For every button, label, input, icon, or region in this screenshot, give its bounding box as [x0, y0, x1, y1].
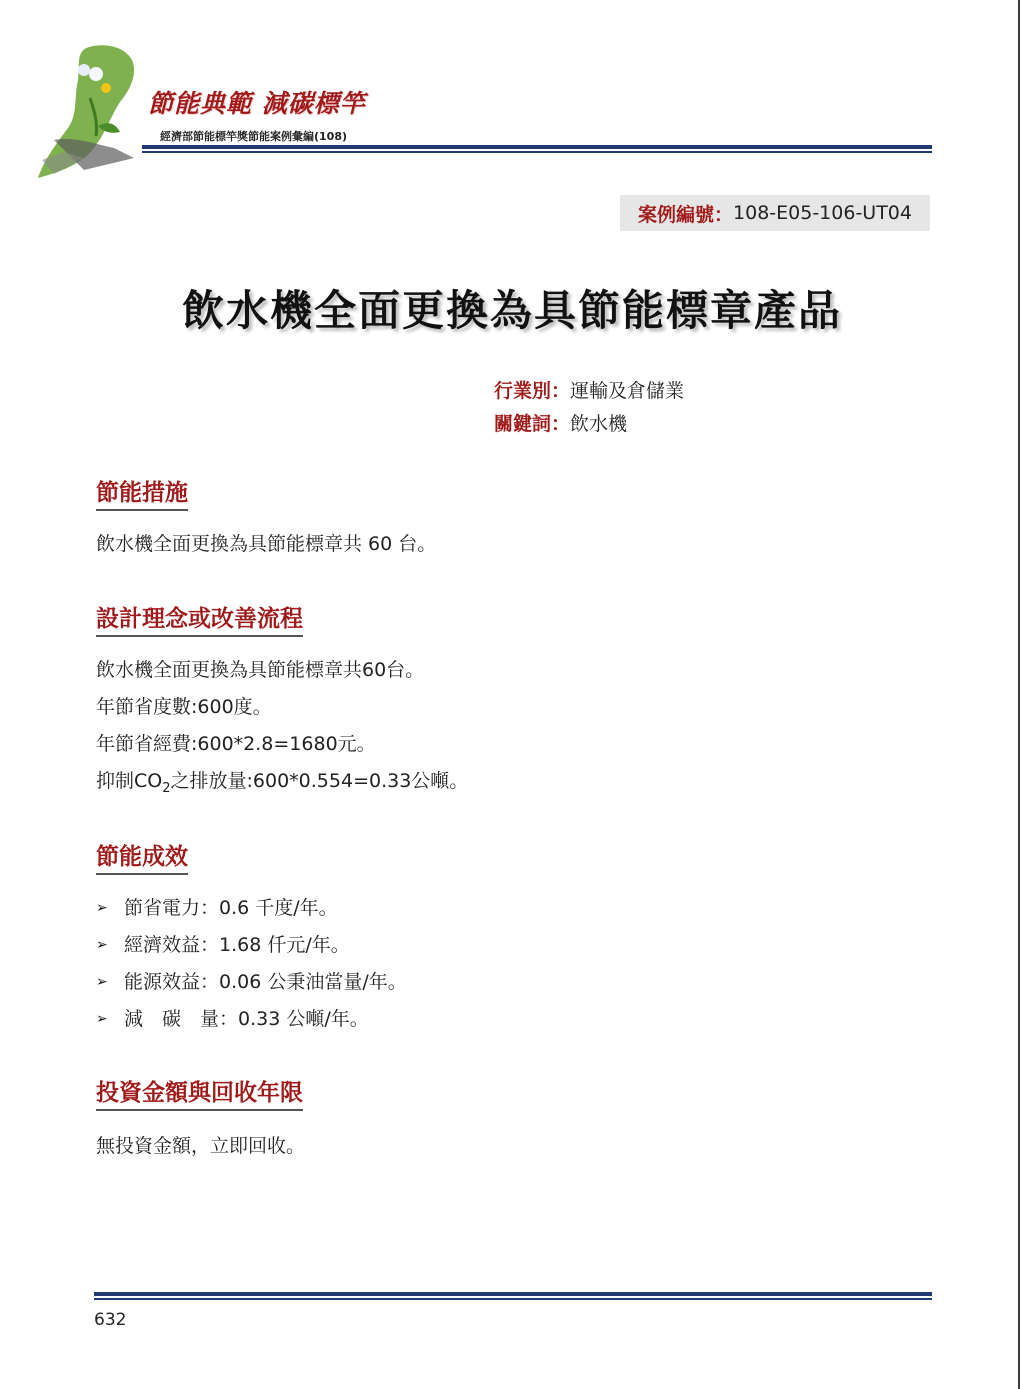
list-item	[96, 890, 407, 927]
arrow-bullet-icon: ➢	[96, 900, 108, 916]
arrow-bullet-icon: ➢	[96, 1011, 108, 1027]
result-energy: 能源效益：0.06 公秉油當量/年。	[124, 971, 407, 993]
result-electricity: 節省電力：0.6 千度/年。	[124, 897, 338, 919]
case-number-box	[620, 195, 930, 231]
co2-prefix: 抑制CO	[96, 770, 163, 792]
header-rule	[142, 145, 932, 153]
keyword-label: 關鍵詞：	[494, 413, 571, 435]
case-number-label: 案例編號：	[638, 203, 734, 226]
result-carbon: 減 碳 量：0.33 公噸/年。	[124, 1008, 369, 1030]
keyword-row	[494, 409, 627, 436]
section-title-results: 節能成效	[96, 838, 188, 875]
page-edge-line	[1018, 0, 1020, 1389]
section-title-investment: 投資金額與回收年限	[96, 1074, 303, 1111]
brand-title: 節能典範 減碳標竿	[148, 89, 366, 118]
co2-subscript: 2	[162, 780, 171, 796]
list-item	[96, 927, 407, 964]
co2-suffix: 之排放量:600*0.554=0.33公噸。	[170, 770, 469, 792]
design-line-1: 飲水機全面更換為具節能標章共60台。	[96, 659, 425, 681]
brand-subtitle: 經濟部節能標竿獎節能案例彙編(108)	[160, 130, 348, 143]
keyword-value: 飲水機	[570, 413, 628, 435]
section-title-design: 設計理念或改善流程	[96, 600, 303, 637]
arrow-bullet-icon: ➢	[96, 937, 108, 953]
investment-text	[96, 1128, 305, 1165]
section-title-measures: 節能措施	[96, 474, 188, 511]
design-line-3: 年節省經費:600*2.8=1680元。	[96, 733, 376, 755]
page-title: 飲水機全面更換為具節能標章產品	[181, 286, 842, 335]
arrow-bullet-icon: ➢	[96, 974, 108, 990]
case-number-value: 108-E05-106-UT04	[733, 202, 912, 224]
industry-row	[494, 376, 684, 403]
page-number: 632	[94, 1310, 127, 1330]
list-item	[96, 964, 407, 1001]
footer-rule	[94, 1292, 932, 1300]
industry-value: 運輸及倉儲業	[570, 380, 685, 402]
list-item	[96, 1001, 407, 1038]
measures-line: 飲水機全面更換為具節能標章共 60 台。	[96, 533, 437, 555]
industry-label: 行業別：	[494, 380, 571, 402]
design-text	[96, 652, 468, 807]
investment-line: 無投資金額，立即回收。	[96, 1135, 306, 1157]
results-list	[96, 890, 407, 1038]
design-line-4	[96, 763, 468, 807]
result-economic: 經濟效益：1.68 仟元/年。	[124, 934, 350, 956]
measures-text	[96, 526, 436, 563]
design-line-2: 年節省度數:600度。	[96, 696, 272, 718]
